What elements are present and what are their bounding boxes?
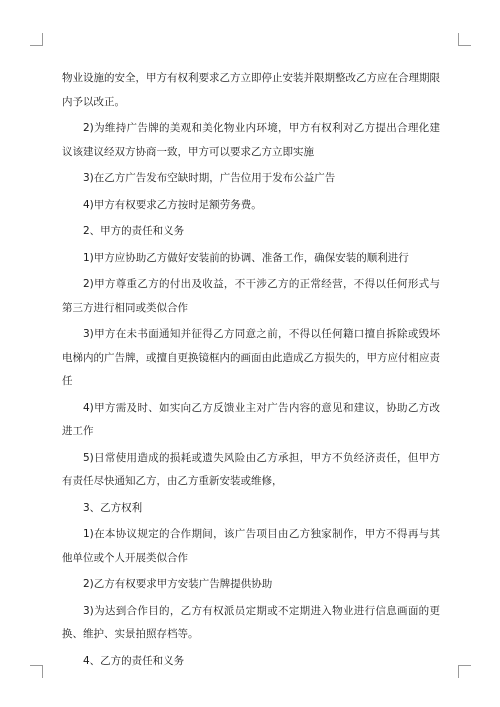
paragraph-item: 3)甲方在未书面通知并征得乙方同意之前，不得以任何籍口擅自拆除或毁坏电梯内的广告牌，或擅自更换镜框内的画面由此造成乙方损失的，甲方应付相应责任 <box>62 328 440 387</box>
section-heading: 4、乙方的责任和义务 <box>83 654 185 667</box>
paragraph-item: 1)在本协议规定的合作期间，该广告项目由乙方独家制作，甲方不得再与其他单位或个人开展类似合作 <box>62 528 440 564</box>
section-heading: 3、乙方权利 <box>83 501 143 514</box>
paragraph-continuation: 物业设施的安全，甲方有权利要求乙方立即停止安装并限期整改乙方应在合理期限内予以改正。 <box>62 72 440 108</box>
paragraph-item: 2)甲方尊重乙方的付出及收益，不干涉乙方的正常经营，不得以任何形式与第三方进行相同或类似合作 <box>62 278 440 314</box>
crop-mark-bottom-right <box>458 665 471 678</box>
section-heading: 2、甲方的责任和义务 <box>83 225 185 237</box>
crop-mark-bottom-left <box>30 665 43 678</box>
paragraph-item: 4)甲方需及时、如实向乙方反馈业主对广告内容的意见和建议，协助乙方改进工作 <box>62 401 440 437</box>
paragraph-item: 3)为达到合作目的，乙方有权派员定期或不定期进入物业进行信息画面的更换、维护、实景拍照存档等。 <box>62 604 440 640</box>
paragraph-item: 1)甲方应协助乙方做好安装前的协调、准备工作，确保安装的顺利进行 <box>83 251 409 264</box>
paragraph-item: 5)日常使用造成的损耗或遗失风险由乙方承担，甲方不负经济责任，但甲方有责任尽快通知乙方，由乙方重新安装或维修， <box>62 451 440 487</box>
crop-mark-top-left <box>30 33 43 46</box>
crop-mark-top-right <box>458 33 471 46</box>
paragraph-item: 2)为维持广告牌的美观和美化物业内环境，甲方有权利对乙方提出合理化建议该建议经双方协商一致，甲方可以要求乙方立即实施 <box>62 122 440 158</box>
paragraph-item: 4)甲方有权要求乙方按时足额劳务费。 <box>83 198 262 211</box>
paragraph-item: 2)乙方有权要求甲方安装广告牌提供协助 <box>83 578 273 590</box>
paragraph-item: 3)在乙方广告发布空缺时期，广告位用于发布公益广告 <box>83 172 336 184</box>
document-body <box>62 67 440 673</box>
